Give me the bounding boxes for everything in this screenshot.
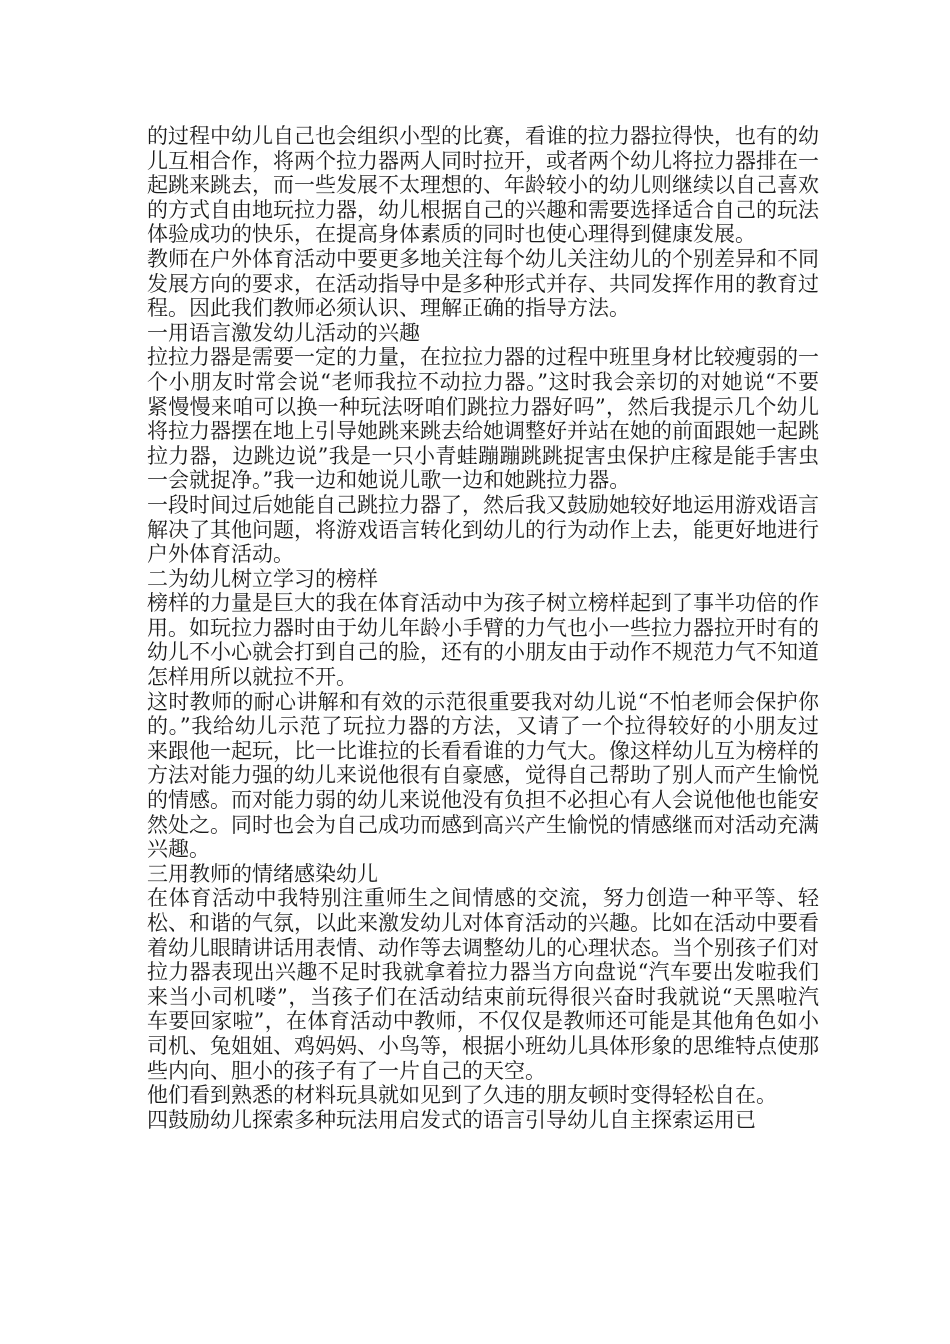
section-heading-2: 二为幼儿树立学习的榜样 — [147, 566, 378, 591]
document-body — [147, 124, 819, 1132]
paragraph-language-result: 一段时间过后她能自己跳拉力器了，然后我又鼓励她较好地运用游戏语言解决了其他问题，将游戏语言转化到幼儿的行为动作上去，能更好地进行户外体育活动。 — [147, 492, 819, 567]
paragraph-language-example: 拉拉力器是需要一定的力量，在拉拉力器的过程中班里身材比较瘦弱的一个小朋友时常会说“老师我拉不动拉力器。”这时我会亲切的对她说“不要紧慢慢来咱可以换一种玩法呀咱们跳拉力器好吗”，然后我提示几个幼儿将拉力器摆在地上引导她跳来跳去给她调整好并站在她的前面跟她一起跳拉力器，边跳边说”我是一只小青蛙蹦蹦跳跳捉害虫保护庄稼是能手害虫一会就捉净。”我一边和她说儿歌一边和她跳拉力器。 — [147, 345, 819, 493]
paragraph-familiar-materials: 他们看到熟悉的材料玩具就如见到了久违的朋友顿时变得轻松自在。 — [147, 1083, 777, 1108]
paragraph-teacher-guidance: 教师在户外体育活动中要更多地关注每个幼儿关注幼儿的个别差异和不同发展方向的要求，在活动指导中是多种形式并存、共同发挥作用的教育过程。因此我们教师必须认识、理解正确的指导方法。 — [147, 246, 819, 321]
paragraph-demonstration: 这时教师的耐心讲解和有效的示范很重要我对幼儿说“不怕老师会保护你的。”我给幼儿示范了玩拉力器的方法，又请了一个拉得较好的小朋友过来跟他一起玩，比一比谁拉的长看看谁的力气大。像这样幼儿互为榜样的方法对能力强的幼儿来说他很有自豪感，觉得自己帮助了别人而产生愉悦的情感。而对能力弱的幼儿来说他没有负担不必担心有人会说他他也能安然处之。同时也会为自己成功而感到高兴产生愉悦的情感继而对活动充满兴趣。 — [147, 689, 819, 862]
section-heading-4: 四鼓励幼儿探索多种玩法用启发式的语言引导幼儿自主探索运用已 — [147, 1107, 756, 1132]
paragraph-emotion: 在体育活动中我特别注重师生之间情感的交流，努力创造一种平等、轻松、和谐的气氛，以此来激发幼儿对体育活动的兴趣。比如在活动中要看着幼儿眼睛讲话用表情、动作等去调整幼儿的心理状态。当个别孩子们对拉力器表现出兴趣不足时我就拿着拉力器当方向盘说“汽车要出发啦我们来当小司机喽”，当孩子们在活动结束前玩得很兴奋时我就说“天黑啦汽车要回家啦”，在体育活动中教师，不仅仅是教师还可能是其他角色如小司机、兔姐姐、鸡妈妈、小鸟等，根据小班幼儿具体形象的思维特点使那些内向、胆小的孩子有了一片自己的天空。 — [147, 886, 819, 1083]
section-heading-3: 三用教师的情绪感染幼儿 — [147, 861, 378, 886]
paragraph-role-model: 榜样的力量是巨大的我在体育活动中为孩子树立榜样起到了事半功倍的作用。如玩拉力器时由于幼儿年龄小手臂的力气也小一些拉力器拉开时有的幼儿不小心就会打到自己的脸，还有的小朋友由于动作不规范力气不知道怎样用所以就拉不开。 — [147, 591, 819, 690]
paragraph-continuation: 的过程中幼儿自己也会组织小型的比赛，看谁的拉力器拉得快，也有的幼儿互相合作，将两个拉力器两人同时拉开，或者两个幼儿将拉力器排在一起跳来跳去，而一些发展不太理想的、年龄较小的幼儿则继续以自己喜欢的方式自由地玩拉力器，幼儿根据自己的兴趣和需要选择适合自己的玩法体验成功的快乐，在提高身体素质的同时也使心理得到健康发展。 — [147, 124, 819, 247]
section-heading-1: 一用语言激发幼儿活动的兴趣 — [147, 320, 420, 345]
